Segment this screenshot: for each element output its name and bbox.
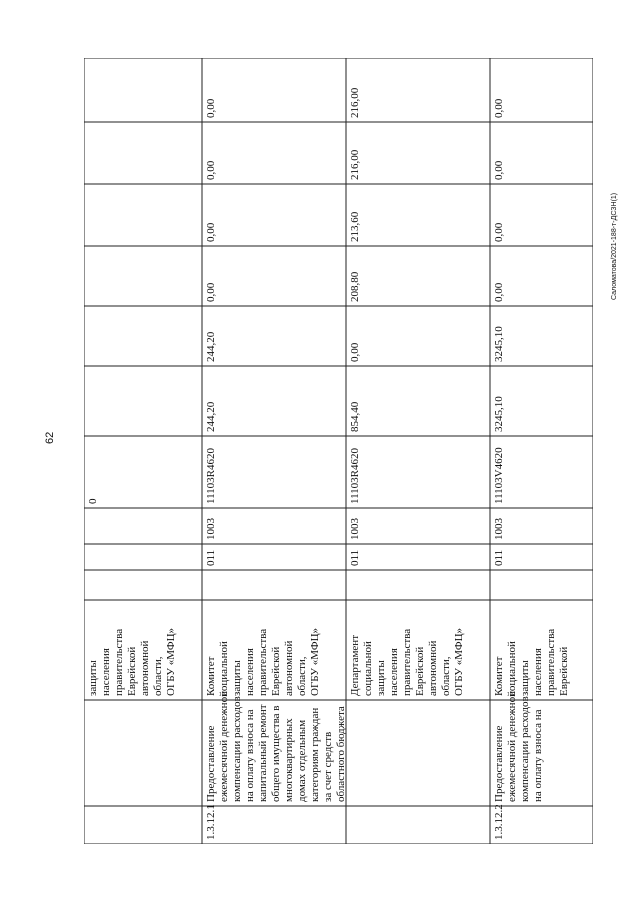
cell-text: 11103R4620 [349, 447, 361, 504]
cell-executor [205, 628, 321, 696]
cell-text: Комитет [205, 656, 217, 696]
cell-text: на оплату взноса на [244, 709, 256, 802]
cell-text: 213,60 [349, 211, 361, 242]
cell-text: защиты [231, 660, 243, 696]
cell-text: компенсации расходов [519, 696, 531, 802]
cell-v6 [349, 87, 361, 118]
cell-v1 [349, 401, 361, 432]
cell-text: населения [100, 648, 112, 696]
cell-v6 [493, 98, 505, 118]
cell-text: 0,00 [493, 282, 505, 302]
cell-text: 216,00 [349, 149, 361, 180]
cell-text: общего имущества в [270, 705, 282, 802]
page-number: 62 [44, 431, 56, 444]
cell-rzpr [493, 518, 505, 541]
cell-text: области, [152, 656, 164, 696]
cell-text: правительства [545, 628, 557, 696]
cell-v1 [493, 396, 505, 432]
cell-text: компенсации расходов [231, 696, 243, 802]
cell-text: 0,00 [493, 160, 505, 180]
cell-v3 [349, 271, 361, 302]
cell-v4 [349, 211, 361, 242]
cell-text: ежемесячной денежной [218, 691, 230, 802]
cell-text: защиты [519, 660, 531, 696]
cell-text: 1.3.12.2 [493, 804, 505, 840]
cell-text: 11103R4620 [205, 447, 217, 504]
cell-v5 [349, 149, 361, 180]
cell-v5 [493, 160, 505, 180]
program-measures-table [84, 58, 593, 844]
cell-text: за счет средств [322, 731, 334, 802]
cell-grbs [493, 550, 505, 566]
cell-v4 [205, 222, 217, 242]
cell-text: 0,00 [493, 98, 505, 118]
cell-num [493, 804, 505, 840]
cell-csr [349, 447, 361, 504]
cell-text: социальной [506, 641, 518, 696]
cell-text: социальной [218, 641, 230, 696]
cell-text: Комитет [493, 656, 505, 696]
cell-text: многоквартирных [283, 718, 295, 802]
cell-text: населения [532, 648, 544, 696]
cell-text: 0 [87, 498, 99, 504]
cell-grbs [349, 550, 361, 566]
cell-v3 [493, 282, 505, 302]
cell-text: области, [296, 656, 308, 696]
cell-text: области, [440, 656, 452, 696]
cell-text: домах отдельным [296, 719, 308, 802]
cell-v2 [205, 331, 217, 362]
cell-text: автономной [427, 640, 439, 696]
cell-v3 [205, 282, 217, 302]
cell-text: ОГБУ «МФЦ» [453, 627, 465, 696]
cell-text: 1.3.12.1 [205, 804, 217, 840]
cell-v2 [349, 342, 361, 362]
cell-v5 [205, 160, 217, 180]
cell-text: 1003 [205, 518, 217, 540]
cell-text: 208,80 [349, 271, 361, 302]
cell-text: 3245,10 [493, 396, 505, 432]
cell-num [205, 804, 217, 840]
cell-text: 011 [205, 549, 217, 566]
cell-text: Департамент [349, 634, 361, 696]
cell-text: на оплату взноса на [532, 709, 544, 802]
cell-text: 0,00 [205, 222, 217, 242]
cell-text: 1003 [493, 518, 505, 540]
cell-text: 0,00 [205, 98, 217, 118]
cell-text: населения [388, 648, 400, 696]
cell-v4 [493, 222, 505, 242]
cell-name [493, 691, 544, 802]
cell-name [205, 691, 347, 802]
cell-v6 [205, 98, 217, 118]
cell-text: правительства [257, 628, 269, 696]
cell-text: защиты [87, 660, 99, 696]
cell-executor [493, 629, 570, 696]
cell-text: 0,00 [205, 160, 217, 180]
cell-text: 0,00 [493, 222, 505, 242]
cell-text: 0,00 [349, 342, 361, 362]
cell-text: 854,40 [349, 401, 361, 432]
cell-text: областного бюджета [335, 706, 347, 802]
cell-text: защиты [375, 660, 387, 696]
document-code: Саломатова/2021-188-т-ДСЗН(1) [611, 192, 618, 300]
cell-text: правительства [401, 628, 413, 696]
cell-text: 244,20 [205, 401, 217, 432]
cell-text: автономной [283, 640, 295, 696]
cell-text: 3245,10 [493, 326, 505, 362]
cell-text: капитальный ремонт [257, 704, 269, 802]
cell-text: Предоставление [205, 725, 217, 802]
program-table-frame [84, 58, 593, 844]
cell-text: Еврейской [126, 646, 138, 696]
cell-csr [87, 498, 99, 504]
cell-executor [349, 628, 465, 696]
cell-text: 011 [349, 549, 361, 566]
cell-text: 1003 [349, 518, 361, 540]
cell-text: 011 [493, 549, 505, 566]
cell-text: ежемесячной денежной [506, 691, 518, 802]
cell-text: категориям граждан [309, 707, 321, 802]
cell-text: ОГБУ «МФЦ» [309, 627, 321, 696]
cell-text: Еврейской [558, 646, 570, 696]
cell-grbs [205, 550, 217, 566]
cell-text: 11103V4620 [493, 447, 505, 504]
cell-text: автономной [139, 640, 151, 696]
cell-executor [87, 628, 177, 696]
cell-csr [493, 447, 505, 504]
cell-rzpr [205, 518, 217, 541]
cell-text: Еврейской [414, 646, 426, 696]
cell-text: Еврейской [270, 646, 282, 696]
cell-text: Предоставление [493, 725, 505, 802]
cell-text: социальной [362, 641, 374, 696]
cell-text: 0,00 [205, 282, 217, 302]
cell-text: правительства [113, 628, 125, 696]
cell-text: 244,20 [205, 331, 217, 362]
cell-v1 [205, 401, 217, 432]
cell-v2 [493, 326, 505, 362]
cell-text: ОГБУ «МФЦ» [165, 627, 177, 696]
cell-text: населения [244, 648, 256, 696]
cell-text: 216,00 [349, 87, 361, 118]
cell-csr [205, 447, 217, 504]
cell-rzpr [349, 518, 361, 541]
